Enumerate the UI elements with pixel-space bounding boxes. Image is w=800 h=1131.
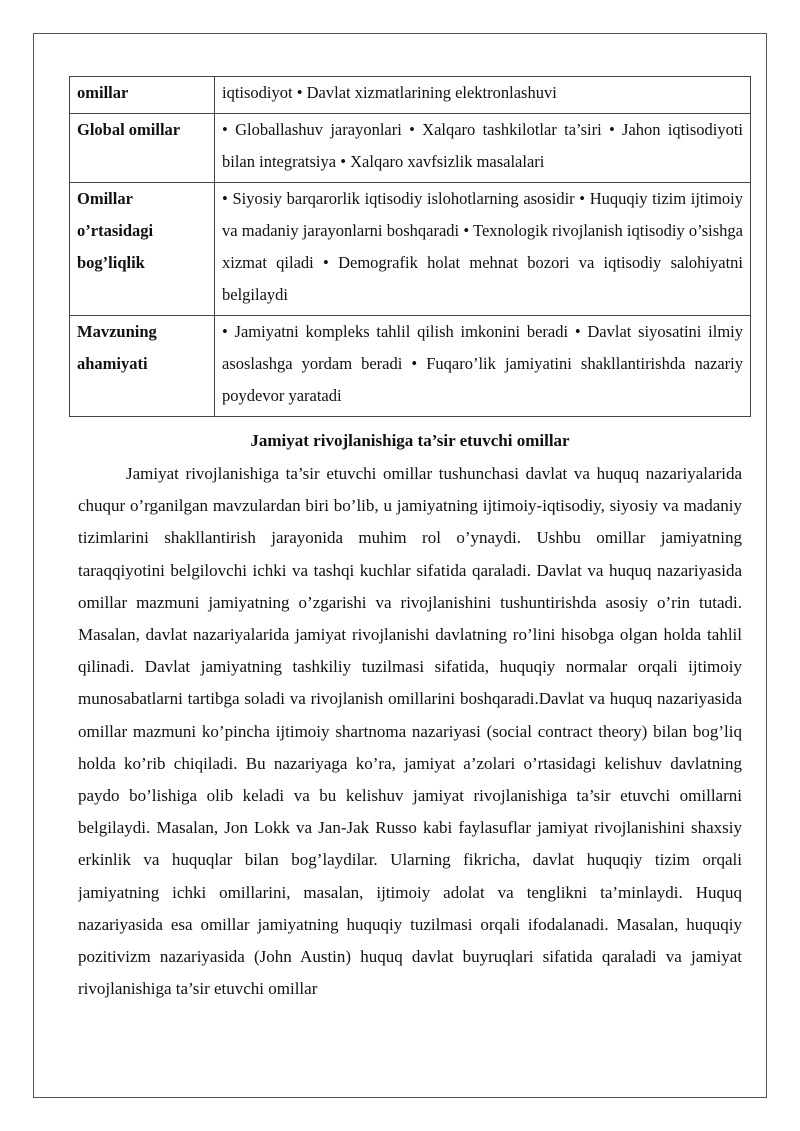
row-header: omillar: [70, 77, 215, 114]
table-row: [70, 183, 751, 316]
row-content: • Jamiyatni kompleks tahlil qilish imkonini beradi • Davlat siyosatini ilmiy asoslashga yordam beradi • Fuqaro’lik jamiyatini shakllantirishda nazariy poydevor yaratadi: [215, 316, 751, 417]
body-paragraph: Jamiyat rivojlanishiga ta’sir etuvchi omillar tushunchasi davlat va huquq nazariyalarida chuqur o’rganilgan mavzulardan biri bo’lib, u jamiyatning ijtimoiy-iqtisodiy, siyosiy va madaniy tizimlarini shakllantirish jarayonida muhim rol o’ynaydi. Ushbu omillar jamiyatning taraqqiyotini belgilovchi ichki va tashqi kuchlar sifatida qaraladi. Davlat va huquq nazariyasida omillar mazmuni jamiyatning o’zgarishi va rivojlanishini tushuntirishda asosiy o’rin tutadi. Masalan, davlat nazariyalarida jamiyat rivojlanishi davlatning ro’lini hisobga olgan holda tahlil qilinadi. Davlat jamiyatning tashkiliy tuzilmasi sifatida, huquqiy normalar orqali ijtimoiy munosabatlarni tartibga soladi va rivojlanish omillarini boshqaradi.Davlat va huquq nazariyasida omillar mazmuni ko’pincha ijtimoiy shartnoma nazariyasi (social contract theory) bilan bog’liq holda ko’rib chiqiladi. Bu nazariyaga ko’ra, jamiyat a’zolari o’rtasidagi kelishuv davlatning paydo bo’lishiga olib keladi va bu kelishuv jamiyat rivojlanishiga ta’sir etuvchi omillarni belgilaydi. Masalan, Jon Lokk va Jan-Jak Russo kabi faylasuflar jamiyat rivojlanishini shaxsiy erkinlik va huquqlar bilan bog’laydilar. Ularning fikricha, davlat huquqiy tizim orqali jamiyatning ichki omillarini, masalan, ijtimoiy adolat va tenglikni ta’minlaydi. Huquq nazariyasida esa omillar jamiyatning huquqiy tuzilmasi orqali ifodalanadi. Masalan, huquqiy pozitivizm nazariyasida (John Austin) huquq davlat buyruqlari sifatida qaraladi va jamiyat rivojlanishiga ta’sir etuvchi omillar: [78, 464, 742, 999]
row-content: • Siyosiy barqarorlik iqtisodiy islohotlarning asosidir • Huquqiy tizim ijtimoiy va madaniy jarayonlarni boshqaradi • Texnologik rivojlanish iqtisodiy o’sishga xizmat qiladi • Demografik holat mehnat bozori va iqtisodiy salohiyatni belgilaydi: [215, 183, 751, 316]
row-header: Mavzuning ahamiyati: [70, 316, 215, 417]
table-row: [70, 316, 751, 417]
row-content: • Globallashuv jarayonlari • Xalqaro tashkilotlar ta’siri • Jahon iqtisodiyoti bilan integratsiya • Xalqaro xavfsizlik masalalari: [215, 114, 751, 183]
factors-table: [69, 76, 751, 417]
row-header: Global omillar: [70, 114, 215, 183]
section-heading: Jamiyat rivojlanishiga ta’sir etuvchi omillar: [250, 431, 570, 450]
row-content: iqtisodiyot • Davlat xizmatlarining elektronlashuvi: [215, 77, 751, 114]
row-header: Omillar o’rtasidagi bog’liqlik: [70, 183, 215, 316]
table-row: [70, 114, 751, 183]
table-row: [70, 77, 751, 114]
